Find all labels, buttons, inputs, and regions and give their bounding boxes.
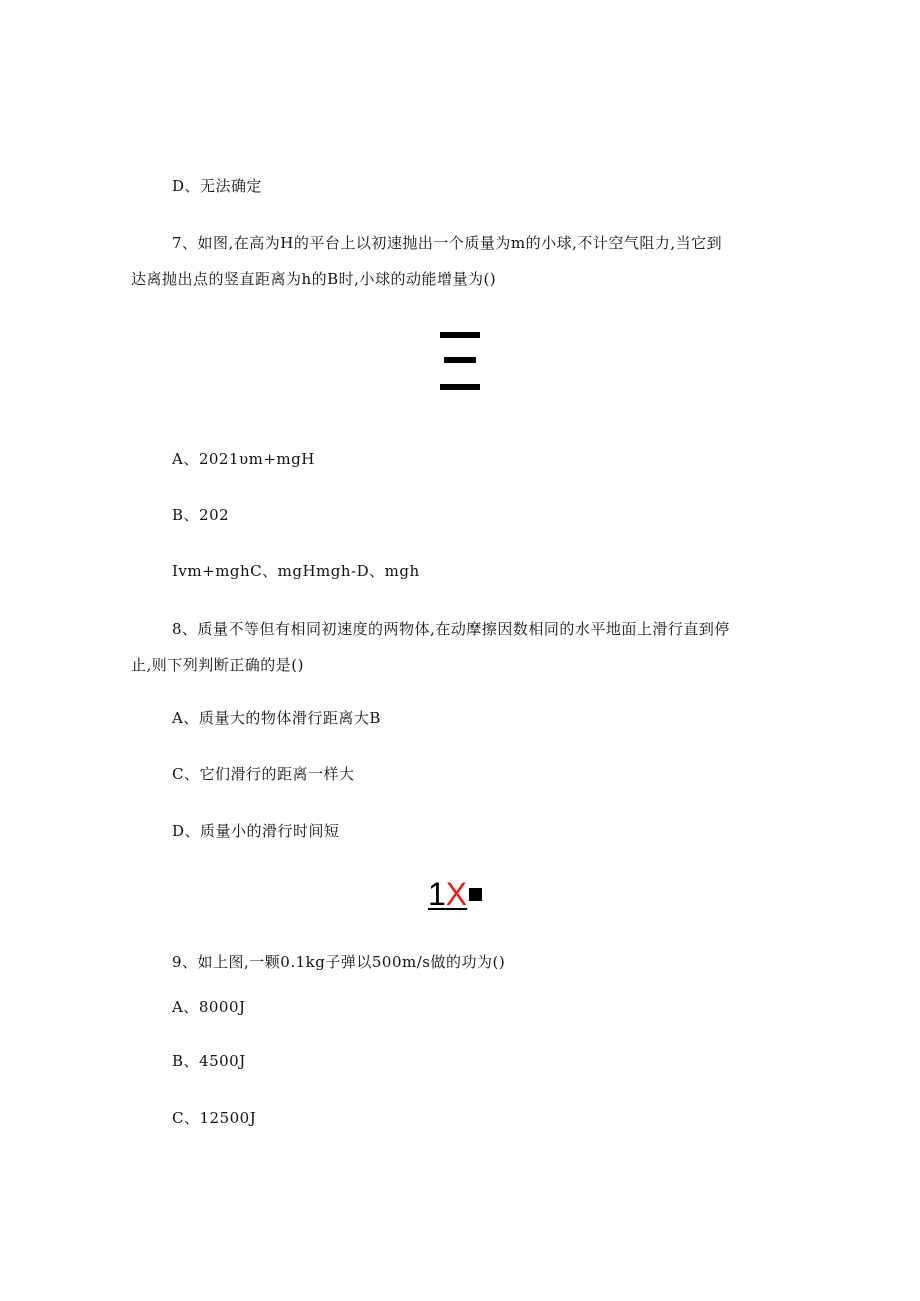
question-7-line-2: 达离抛出点的竖直距离为h的B时,小球的动能增量为() — [131, 270, 497, 288]
option-a-q7: A、2021υm+mgH — [172, 450, 315, 468]
figure-three-bars — [440, 332, 480, 390]
figure-bar-bottom — [440, 384, 480, 390]
question-8-line-2: 止,则下列判断正确的是() — [131, 656, 304, 674]
option-cd-q7: Ivm+mghC、mgHmgh-D、mgh — [172, 562, 420, 580]
square-icon — [469, 888, 482, 901]
question-8-line-1: 8、质量不等但有相同初速度的两物体,在动摩擦因数相同的水平地面上滑行直到停 — [172, 620, 730, 638]
figure-bar-top — [440, 332, 480, 338]
question-7-line-1: 7、如图,在高为H的平台上以初速抛出一个质量为m的小球,不计空气阻力,当它到 — [172, 234, 723, 252]
option-d-q6: D、无法确定 — [172, 177, 263, 195]
option-a-q8: A、质量大的物体滑行距离大B — [172, 709, 381, 727]
question-9: 9、如上图,一颗0.1kg子弹以500m/s做的功为() — [172, 953, 506, 971]
option-b-q7: B、202 — [172, 506, 230, 524]
option-b-q9: B、4500J — [172, 1052, 246, 1070]
option-c-q8: C、它们滑行的距离一样大 — [172, 765, 355, 783]
figure-1x-one: 1 — [428, 876, 446, 912]
figure-1x — [428, 876, 482, 916]
option-a-q9: A、8000J — [172, 998, 246, 1016]
option-d-q8: D、质量小的滑行时间短 — [172, 822, 340, 840]
figure-bar-middle — [444, 357, 476, 363]
option-c-q9: C、12500J — [172, 1109, 257, 1127]
figure-1x-x: X — [445, 876, 468, 912]
